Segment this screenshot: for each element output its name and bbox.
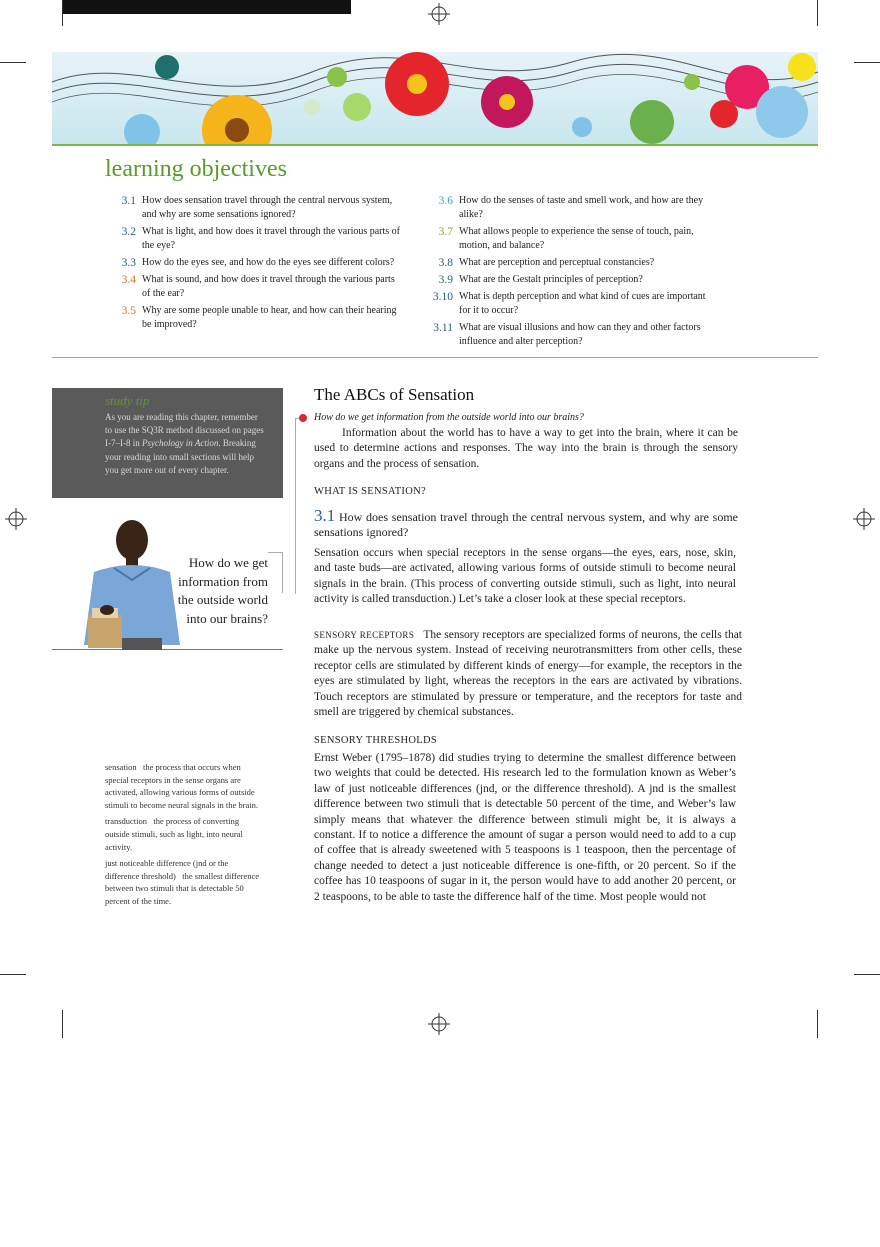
objective-item [429, 321, 714, 349]
glossary-definition: the process of converting outside stimuli, such as light, into neural activity. [105, 816, 243, 852]
objective-text: What are the Gestalt principles of perception? [459, 274, 643, 285]
registration-mark-icon [5, 508, 27, 530]
receptors-paragraph: SENSORY RECEPTORS The sensory receptors are specialized forms of neurons, the cells that make up the nervous system. Instead of receiving neurotransmitters from other cells, these receptor cells are stimulated by different kinds of energy—for example, the receptors in the eyes are stimulated by light, whereas the receptors in the ears are activated by vibrations. Touch receptors are stimulated by pressure or temperature, and the receptors for taste and smell are triggered by chemical substances. [314, 629, 742, 719]
registration-mark-icon [428, 1013, 450, 1035]
glossary-term: transduction [105, 816, 148, 827]
objective-item [429, 256, 714, 270]
study-tip-text: As you are reading this chapter, remember to use the SQ3R method discussed on pages I-7–I-8 in Psychology in Action. Breaking your reading into small sections will help you get more out of every chapter. [105, 412, 264, 475]
objective-item [429, 273, 714, 287]
crop-mark [854, 62, 880, 63]
intro-paragraph: Information about the world has to have a way to get into the brain, where it can be used to determine actions and responses. The way into the brain is through the sensory organs and the process of sensation. [314, 427, 738, 470]
objective-text: Why are some people unable to hear, and how can their hearing be improved? [142, 305, 397, 330]
heading-sensory-thresholds: SENSORY THRESHOLDS [314, 735, 437, 746]
objective-item [112, 256, 402, 270]
objective-number: 3.1 [121, 195, 136, 207]
objective-item [112, 273, 402, 301]
weber-paragraph: Ernst Weber (1795–1878) did studies trying to determine the smallest difference between two weights that could be detected. His research led to the formulation known as Weber’s law of just noticeable differences (jnd, or the difference threshold). A jnd is the smallest difference between two stimuli that is detectable 50 percent of the time, and Weber’s law simply means that whatever the difference between stimuli might be, it is always a constant. If to notice a difference the amount of sugar a person would need to add to a cup of coffee that is already sweetened with 5 teaspoons is 1 teaspoon, then the percentage of change needed to detect a just noticeable difference is one-fifth, or 20 percent. So if the coffee has 10 teaspoons of sugar in it, the person would have to add another 20 percent, or 2 teaspoons, to be able to taste the difference half of the time. Most people would not [314, 752, 736, 903]
crop-mark [817, 0, 818, 26]
glossary-definition: the process that occurs when special receptors in the sense organs are activated, allowing various forms of outside stimuli to become neural signals in the brain. [105, 762, 258, 810]
objective-item [429, 225, 714, 253]
heading-what-is-sensation: WHAT IS SENSATION? [314, 486, 426, 497]
crop-mark [62, 1010, 63, 1038]
study-tip-heading: study tip [105, 393, 150, 408]
objectives-right-column [429, 194, 714, 352]
objective-number: 3.5 [121, 305, 136, 317]
top-black-bar [62, 0, 351, 14]
flower-banner-image [52, 52, 818, 144]
callout-line [282, 552, 283, 593]
glossary-entry [105, 761, 260, 811]
objective-number: 3.2 [121, 226, 136, 238]
objective-text: How do the eyes see, and how do the eyes see different colors? [142, 257, 395, 268]
objective-number: 3.11 [433, 322, 453, 334]
objective-text: How do the senses of taste and smell work, and how are they alike? [459, 195, 704, 220]
objective-number: 3.1 [314, 506, 336, 525]
objective-number: 3.8 [438, 257, 453, 269]
crop-mark [62, 0, 63, 26]
objective-text: What are perception and perceptual constancies? [459, 257, 655, 268]
objective-number: 3.4 [121, 274, 136, 286]
glossary [105, 761, 260, 912]
objective-item [112, 225, 402, 253]
objective-text: What allows people to experience the sense of touch, pain, motion, and balance? [459, 226, 694, 251]
registration-mark-icon [853, 508, 875, 530]
question-marker-dot [299, 414, 307, 422]
objective-text: How does sensation travel through the central nervous system, and why are some sensations ignored? [314, 510, 739, 540]
objective-text: What is sound, and how does it travel through the various parts of the ear? [142, 274, 395, 299]
objective-3-1 [314, 508, 738, 541]
callout-connector [295, 418, 296, 594]
objective-number: 3.7 [438, 226, 453, 238]
registration-mark-icon [428, 3, 450, 25]
study-tip-book-title: Psychology in Action [142, 438, 219, 449]
objective-number: 3.6 [438, 195, 453, 207]
objective-number: 3.10 [432, 291, 453, 303]
glossary-term: just noticeable difference (jnd or the difference threshold) [105, 858, 229, 881]
crop-mark [0, 974, 26, 975]
sensation-paragraph: Sensation occurs when special receptors in the sense organs—the eyes, ears, nose, skin, and taste buds—are activated, allowing various forms of outside stimuli to become neural signals in the brain. (This process of converting outside stimuli, such as light, into neural activity is called transduction.) Let’s take a closer look at these special receptors. [314, 547, 736, 606]
objectives-left-column [112, 194, 402, 335]
sensory-receptors-label: SENSORY RECEPTORS [314, 630, 415, 640]
learning-objectives-title: learning objectives [105, 156, 287, 182]
objective-text: How does sensation travel through the central nervous system, and why are some sensations ignored? [142, 195, 393, 220]
banner-rule [52, 144, 818, 146]
section-title: The ABCs of Sensation [314, 385, 475, 404]
objective-text: What are visual illusions and how can they and other factors influence and alter perception? [459, 322, 701, 347]
glossary-entry [105, 815, 260, 853]
glossary-definition: the smallest difference between two stimuli that is detectable 50 percent of the time. [105, 870, 260, 906]
objective-item [429, 194, 714, 222]
glossary-entry [105, 857, 260, 907]
section-question: How do we get information from the outside world into our brains? [314, 412, 584, 423]
objective-number: 3.9 [438, 274, 453, 286]
objective-text: What is light, and how does it travel through the various parts of the eye? [142, 226, 401, 251]
objective-item [429, 290, 714, 318]
objectives-rule [52, 357, 818, 358]
photo-question: How do we get information from the outside world into our brains? [177, 555, 268, 626]
objective-item [112, 194, 402, 222]
objective-number: 3.3 [121, 257, 136, 269]
crop-mark [854, 974, 880, 975]
crop-mark [0, 62, 26, 63]
crop-mark [817, 1010, 818, 1038]
glossary-term: sensation [105, 762, 137, 772]
objective-text: What is depth perception and what kind of cues are important for it to occur? [459, 291, 706, 316]
objective-item [112, 304, 402, 332]
callout-line [268, 552, 282, 553]
